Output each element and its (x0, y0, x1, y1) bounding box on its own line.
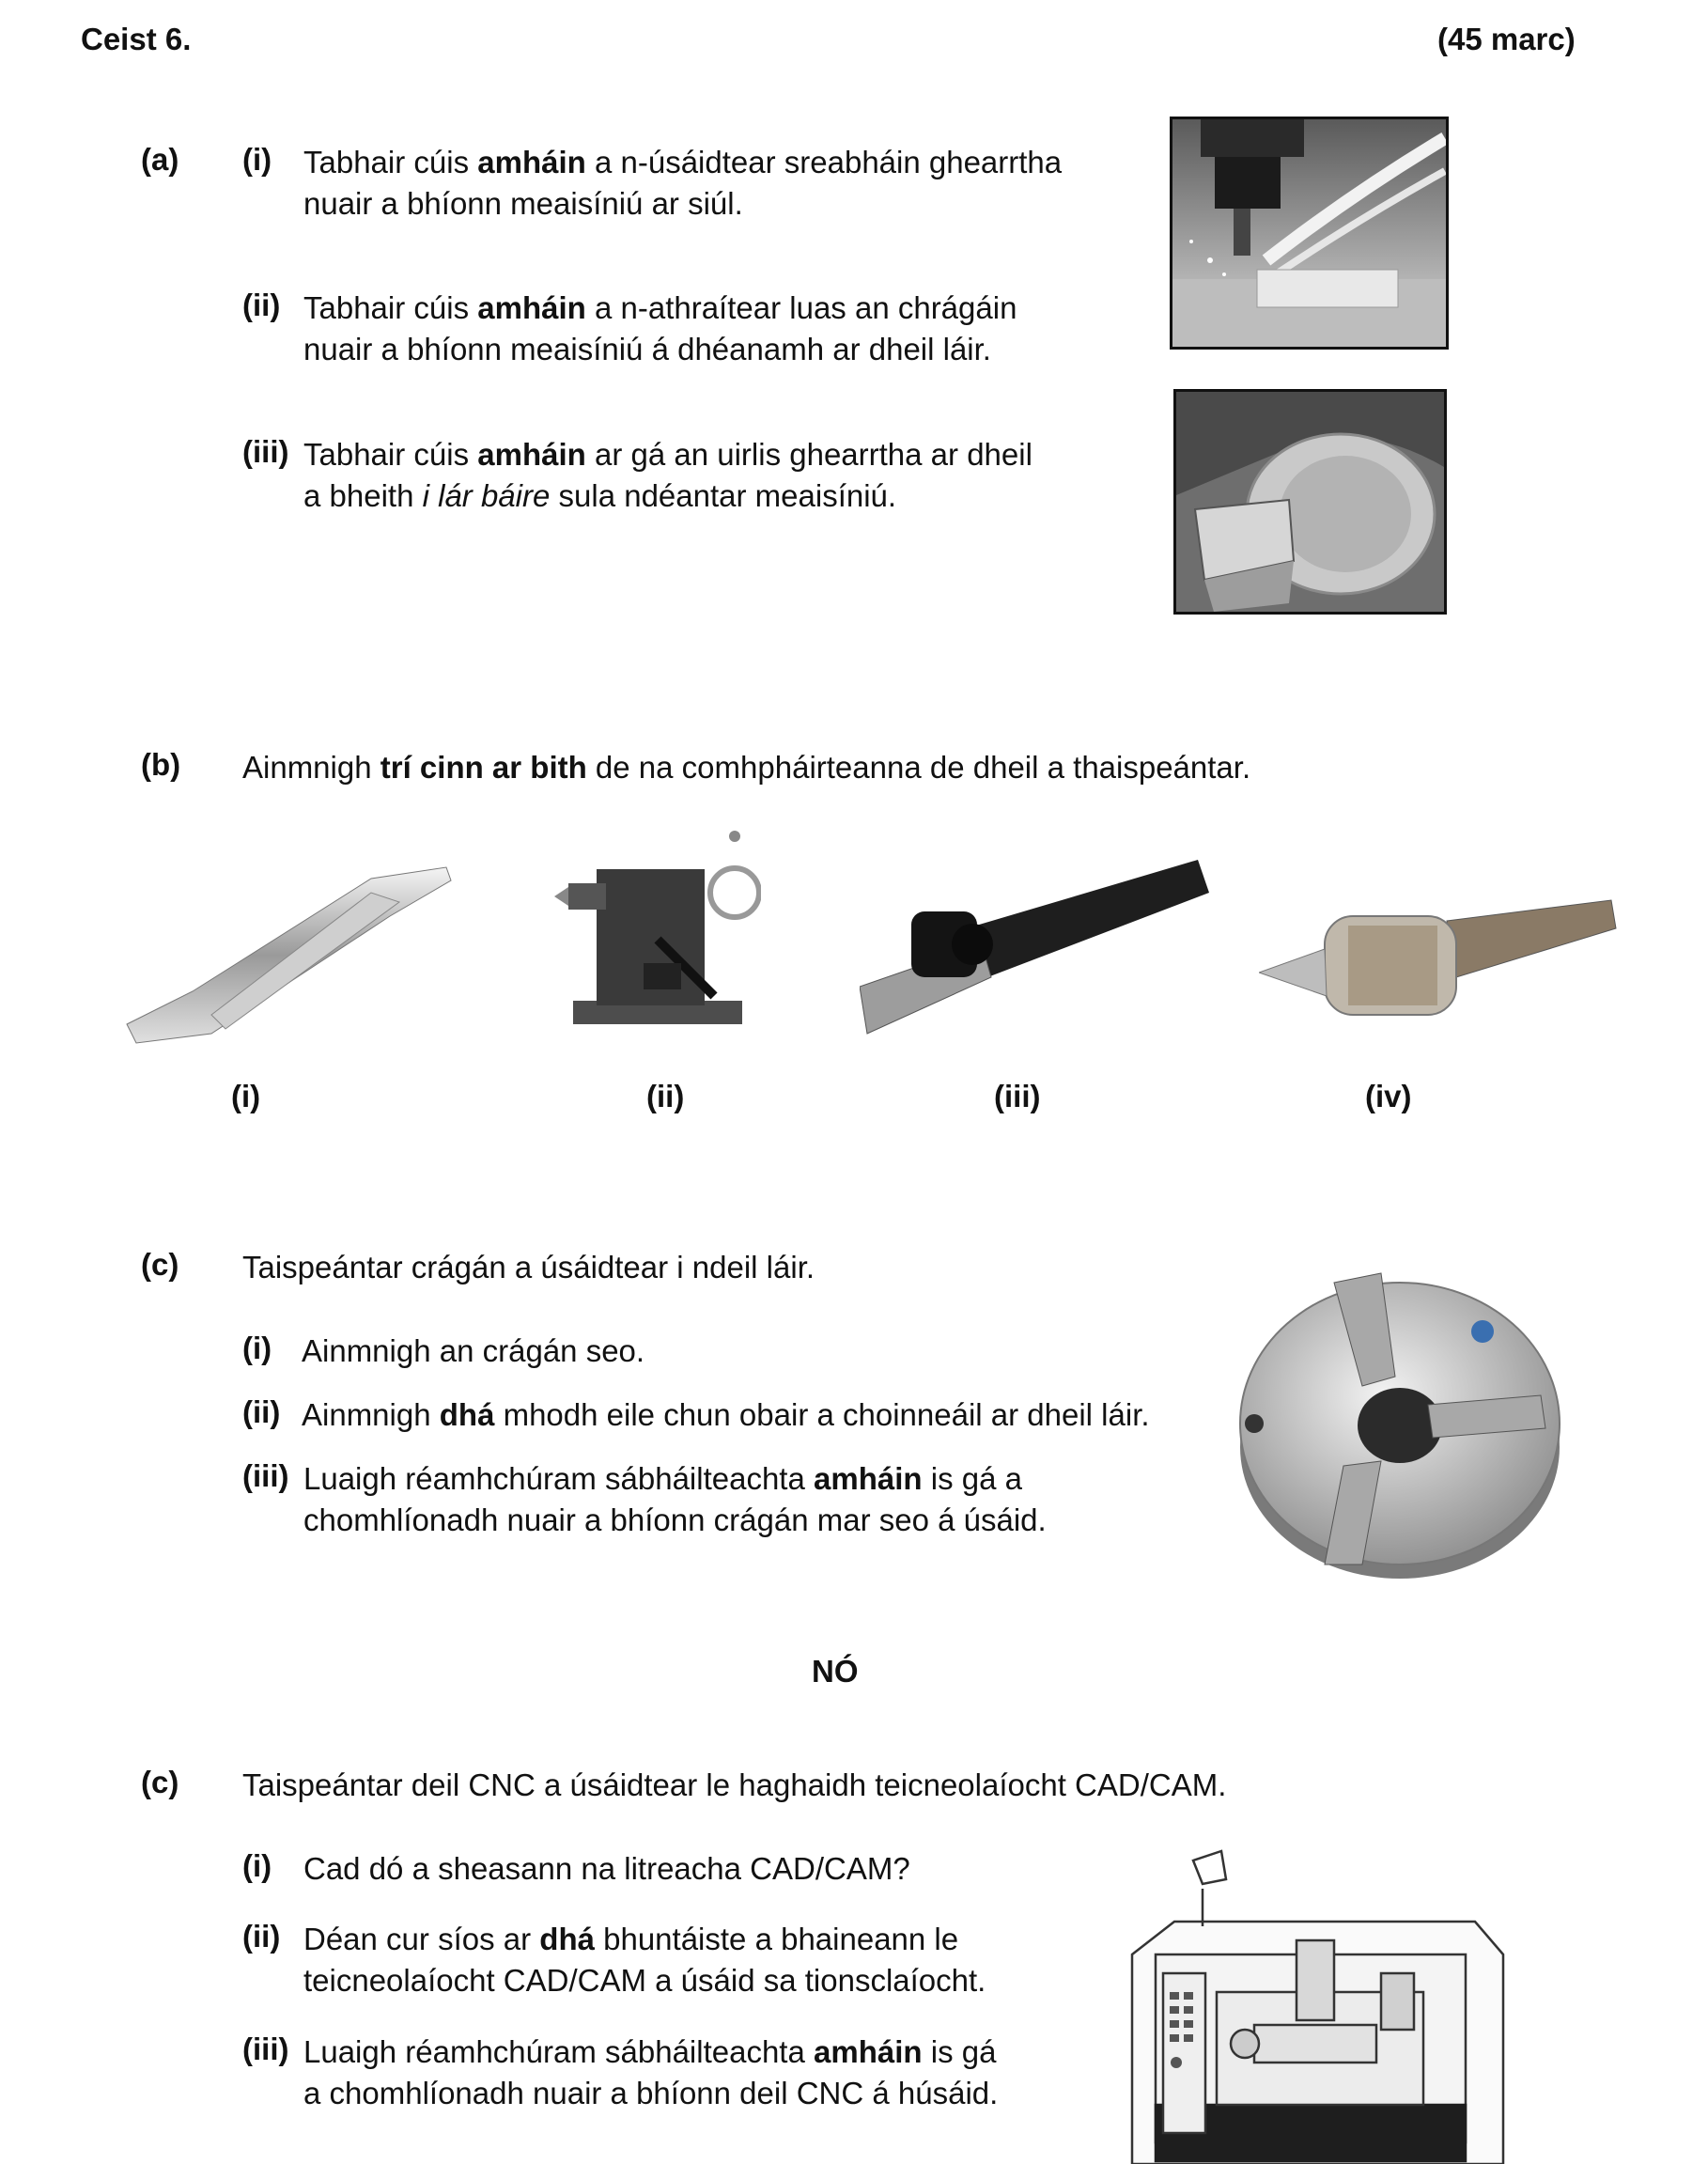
part-c1-i-text: Ainmnigh an crágán seo. (302, 1333, 645, 1368)
question-number: Ceist 6. (81, 22, 192, 56)
or-divider: NÓ (812, 1654, 859, 1689)
tool-holder-image (860, 855, 1217, 1043)
part-c2-ii-line2: teicneolaíocht CAD/CAM a úsáid sa tionsclaíocht. (303, 1963, 986, 1998)
part-c1-ii-text: Ainmnigh dhá mhodh eile chun obair a choinneáil ar dheil láir. (302, 1397, 1150, 1432)
part-a-ii-num: (ii) (242, 288, 281, 322)
part-c1-iii-line2: chomhlíonadh nuair a bhíonn crágán mar seo á úsáid. (303, 1502, 1047, 1537)
part-c1-iii-line1: Luaigh réamhchúram sábháilteachta amháin is gá a (303, 1461, 1022, 1496)
part-c2-iii-num: (iii) (242, 2032, 289, 2066)
part-b-label: (b) (141, 747, 181, 782)
part-b-caption-iii: (iii) (994, 1079, 1041, 1113)
part-a-ii-line2: nuair a bhíonn meaisíniú á dhéanamh ar dheil láir. (303, 332, 991, 366)
part-a-label: (a) (141, 142, 179, 177)
drill-chuck-image (1259, 893, 1621, 1043)
cnc-lathe-drawing (1118, 1832, 1513, 2164)
part-a-iii-line1: Tabhair cúis amháin ar gá an uirlis ghearrtha ar dheil (303, 437, 1033, 472)
part-c2-iii-line1: Luaigh réamhchúram sábháilteachta amháin is gá (303, 2034, 997, 2069)
part-a-ii-line1: Tabhair cúis amháin a n-athraítear luas an chrágáin (303, 290, 1017, 325)
part-b-instruction: Ainmnigh trí cinn ar bith de na comhpháirteanna de dheil a thaispeántar. (242, 750, 1251, 785)
part-a-iii-line2: a bheith i lár báire sula ndéantar meaisíniú. (303, 478, 897, 513)
part-b-caption-iv: (iv) (1365, 1079, 1412, 1113)
three-jaw-chuck-image (1231, 1264, 1574, 1583)
tailstock-image (554, 827, 761, 1029)
marks-total: (45 marc) (1437, 22, 1576, 56)
part-c2-ii-num: (ii) (242, 1919, 281, 1954)
part-b-caption-ii: (ii) (646, 1079, 685, 1113)
part-c2-intro: Taispeántar deil CNC a úsáidtear le haghaidh teicneolaíocht CAD/CAM. (242, 1767, 1227, 1802)
part-c2-i-num: (i) (242, 1848, 272, 1883)
part-a-i-line1: Tabhair cúis amháin a n-úsáidtear sreabháin ghearrtha (303, 145, 1063, 179)
part-a-i-num: (i) (242, 142, 272, 177)
part-c1-iii-num: (iii) (242, 1458, 289, 1493)
part-c1-ii-num: (ii) (242, 1394, 281, 1429)
part-c1-label: (c) (141, 1247, 179, 1282)
part-c2-i-text: Cad dó a sheasann na litreacha CAD/CAM? (303, 1851, 910, 1886)
centre-drill-image (117, 850, 460, 1052)
part-b-caption-i: (i) (231, 1079, 261, 1113)
part-a-i-line2: nuair a bhíonn meaisíniú ar siúl. (303, 186, 743, 221)
part-a-iii-num: (iii) (242, 434, 289, 469)
part-c1-i-num: (i) (242, 1331, 272, 1365)
part-c1-intro: Taispeántar crágán a úsáidtear i ndeil láir. (242, 1250, 815, 1284)
part-c2-label: (c) (141, 1765, 179, 1799)
part-c2-ii-line1: Déan cur síos ar dhá bhuntáiste a bhaineann le (303, 1922, 959, 1956)
milling-coolant-photo (1170, 117, 1449, 350)
part-c2-iii-line2: a chomhlíonadh nuair a bhíonn deil CNC á húsáid. (303, 2076, 999, 2110)
lathe-tool-centre-photo (1173, 389, 1447, 615)
